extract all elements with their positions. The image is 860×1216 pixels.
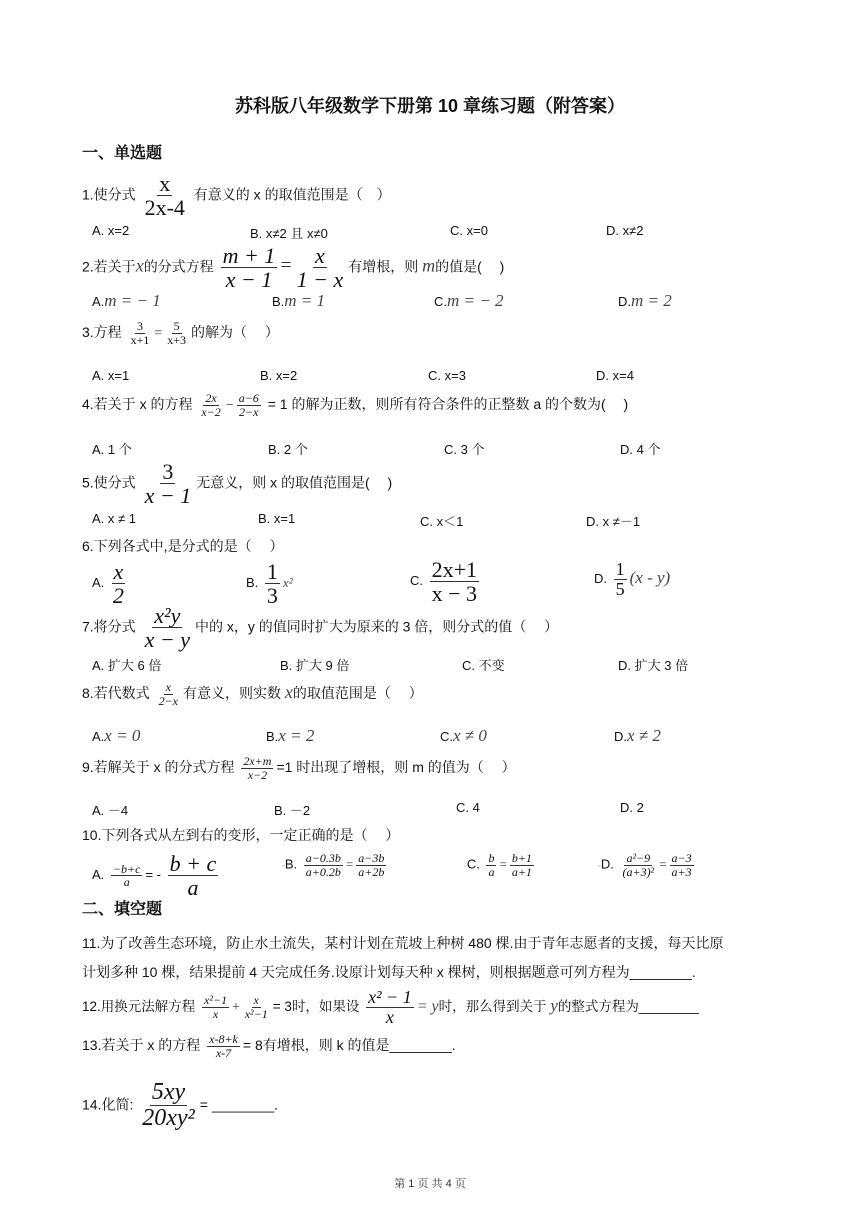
q8-option-d[interactable] — [614, 726, 661, 746]
option-label: D. — [594, 570, 607, 586]
numerator: x²−1 — [204, 993, 228, 1008]
fraction — [143, 460, 194, 507]
q7-option-d[interactable]: D. 扩大 3 倍 — [618, 658, 689, 673]
q10-option-c[interactable] — [464, 852, 537, 878]
option-math: x = 2 — [278, 726, 315, 745]
q8-option-c[interactable] — [440, 726, 487, 746]
q9-option-a[interactable]: A. －4 — [92, 803, 129, 818]
question-11-line-1: 11.为了改善生态环境，防止水土流失，某村计划在荒坡上种树 480 棵.由于青年志愿者的支援，每天比原 — [82, 935, 724, 951]
fraction — [221, 244, 278, 291]
denominator: x — [212, 1006, 219, 1021]
question-5-suffix: 无意义，则 x 的取值范围是( ) — [196, 474, 393, 491]
q3-option-d[interactable]: D. x=4 — [596, 368, 634, 383]
fraction — [620, 852, 656, 878]
equals-sign: = — [154, 325, 163, 341]
q3-option-b[interactable]: B. x=2 — [260, 368, 298, 383]
question-13 — [82, 1033, 456, 1059]
denominator: (a+3)² — [622, 864, 655, 879]
denominator: a+2b — [358, 864, 385, 879]
q7-option-b[interactable]: B. 扩大 9 倍 — [280, 658, 350, 673]
question-4-suffix: = 1 的解为正数，则所有符合条件的正整数 a 的个数为( ) — [267, 395, 629, 412]
q9-option-c[interactable]: C. 4 — [456, 800, 480, 815]
option-label: D. — [614, 729, 627, 744]
fraction — [157, 681, 180, 707]
option-label: B. — [246, 575, 259, 591]
question-7-prefix: 7.将分式 — [82, 618, 136, 635]
question-5 — [82, 460, 392, 507]
question-2-end: 的值是( ) — [435, 258, 505, 275]
numerator: a−3 — [671, 851, 692, 865]
fraction — [614, 560, 627, 599]
question-4 — [82, 392, 628, 418]
question-1-suffix: 有意义的 x 的取值范围是（ ） — [193, 186, 391, 203]
fraction — [207, 1033, 240, 1059]
bullet-dot: ◦ — [598, 861, 601, 871]
question-14-prefix: 14.化简: — [82, 1096, 134, 1113]
q4-option-d[interactable]: D. 4 个 — [620, 442, 661, 457]
fraction — [143, 604, 192, 651]
question-4-prefix: 4.若关于 x 的方程 — [82, 395, 193, 412]
numerator: x — [165, 680, 171, 694]
q8-option-a[interactable] — [92, 726, 140, 746]
q10-option-d[interactable] — [598, 852, 697, 878]
denominator: x²−1 — [244, 1006, 268, 1021]
fraction — [129, 320, 152, 346]
denominator: a — [187, 875, 199, 901]
numerator: b — [488, 851, 495, 865]
fraction — [165, 320, 188, 346]
section-heading-single-choice: 一、单选题 — [82, 145, 163, 162]
minus-sign: − — [225, 397, 234, 413]
q1-option-c[interactable]: C. x=0 — [450, 223, 488, 238]
denominator: 2−x — [158, 693, 179, 708]
variable: y — [550, 995, 558, 1015]
fraction — [111, 560, 126, 607]
question-9 — [82, 755, 516, 781]
numerator: 5 — [173, 319, 180, 333]
numerator: 2x+m — [243, 754, 272, 768]
fraction — [168, 852, 219, 899]
option-math: m = 1 — [284, 291, 326, 310]
question-2-mid: 的分式方程 — [143, 258, 214, 275]
denominator: x−2 — [247, 767, 268, 782]
question-9-prefix: 9.若解关于 x 的分式方程 — [82, 758, 235, 775]
question-8 — [82, 681, 423, 707]
q2-option-b[interactable] — [272, 291, 325, 311]
numerator: 3 — [162, 459, 174, 484]
denominator: x − y — [144, 627, 190, 653]
fraction — [237, 392, 261, 418]
fraction — [265, 560, 280, 607]
plus-sign: + — [232, 998, 240, 1014]
question-1 — [82, 172, 391, 219]
question-5-prefix: 5.使分式 — [82, 474, 136, 491]
q5-option-c[interactable]: C. x＜1 — [420, 514, 464, 529]
numerator: x²y — [154, 603, 181, 628]
q8-option-b[interactable] — [266, 726, 314, 746]
numerator: x — [315, 243, 325, 268]
equals-y: = y — [416, 997, 439, 1015]
equals-sign: = — [499, 856, 507, 872]
numerator: b+1 — [511, 851, 532, 865]
q4-option-b[interactable]: B. 2 个 — [268, 442, 308, 457]
document-title: 苏科版八年级数学下册第 10 章练习题（附答案） — [234, 96, 626, 116]
denominator: a — [123, 875, 130, 890]
question-11-line-2: 计划多种 10 棵，结果提前 4 天完成任务.设原计划每天种 x 棵树，则根据题意可列方程为________. — [82, 964, 696, 980]
q5-option-a[interactable]: A. x ≠ 1 — [92, 511, 136, 526]
question-8-end: 的取值范围是（ ） — [292, 684, 423, 701]
q7-option-c[interactable]: C. 不变 — [462, 658, 505, 673]
variable: m — [422, 255, 436, 276]
option-label: B. — [272, 294, 285, 309]
q4-option-c[interactable]: C. 3 个 — [444, 442, 485, 457]
numerator: 2x — [205, 391, 217, 405]
fraction — [295, 244, 346, 291]
numerator: 3 — [136, 319, 143, 333]
denominator: 1 − x — [296, 267, 344, 293]
question-13-suffix: = 8有增根，则 k 的值是________. — [242, 1036, 456, 1053]
fraction — [430, 558, 479, 605]
q2-option-d[interactable] — [618, 291, 672, 311]
fraction — [202, 994, 229, 1020]
fraction — [111, 863, 143, 889]
q2-option-c[interactable] — [434, 291, 503, 311]
q10-option-a[interactable] — [92, 852, 221, 899]
question-13-prefix: 13.若关于 x 的方程 — [82, 1036, 201, 1053]
equals-sign: = - — [145, 867, 161, 883]
q1-option-d[interactable]: D. x≠2 — [606, 223, 644, 238]
question-8-prefix: 8.若代数式 — [82, 684, 150, 701]
bullet-dot: ◦ — [464, 861, 467, 871]
fraction — [486, 852, 496, 878]
option-math: m = − 2 — [447, 291, 504, 310]
numerator: 1 — [615, 559, 625, 579]
denominator: x+3 — [167, 332, 187, 347]
numerator: 1 — [266, 559, 278, 584]
equals-sign: = — [659, 856, 667, 872]
option-label: B. — [284, 856, 298, 872]
denominator: a+1 — [511, 864, 532, 879]
denominator: 5 — [615, 578, 625, 599]
q9-option-d[interactable]: D. 2 — [620, 800, 644, 815]
q2-option-a[interactable] — [92, 291, 161, 311]
denominator: x − 1 — [144, 483, 192, 509]
question-12-suffix: 时，那么得到关于 — [438, 998, 547, 1014]
term: x² — [282, 575, 293, 591]
q6-option-d[interactable] — [594, 560, 670, 599]
denominator: 20xy² — [142, 1105, 195, 1132]
option-math: x = 0 — [104, 726, 141, 745]
denominator: x − 1 — [225, 267, 273, 293]
option-math: x ≠ 2 — [627, 726, 661, 745]
q1-option-a[interactable]: A. x=2 — [92, 223, 130, 238]
page-footer: 第 1 页 共 4 页 — [394, 1178, 466, 1190]
numerator: −b+c — [112, 861, 141, 876]
numerator: a²−9 — [626, 851, 651, 865]
question-14 — [82, 1080, 278, 1131]
q3-option-a[interactable]: A. x=1 — [92, 368, 130, 383]
denominator: x-7 — [215, 1045, 232, 1060]
option-label: D. — [600, 856, 614, 872]
option-label: A. — [92, 729, 105, 744]
question-12 — [82, 988, 699, 1027]
option-label: D. — [618, 294, 631, 309]
option-label: C. — [410, 573, 423, 589]
numerator: m + 1 — [222, 243, 276, 268]
numerator: x — [113, 559, 124, 584]
option-label: C. — [434, 294, 447, 309]
question-12-prefix: 12.用换元法解方程 — [82, 998, 196, 1014]
equals-sign: = — [345, 856, 354, 872]
q1-option-b[interactable]: B. x≠2 且 x≠0 — [250, 226, 328, 241]
denominator: a+0.2b — [305, 864, 341, 879]
question-9-suffix: =1 时出现了增根，则 m 的值为（ ） — [276, 758, 516, 775]
question-8-suffix: 有意义，则实数 — [183, 684, 282, 701]
numerator: x² − 1 — [368, 987, 412, 1007]
variable: x — [135, 255, 144, 276]
term: (x - y) — [629, 567, 671, 587]
question-12-end: 的整式方程为________ — [557, 998, 699, 1014]
fraction — [356, 852, 386, 878]
variable: x — [284, 681, 293, 702]
fraction — [304, 852, 343, 878]
fraction — [199, 392, 222, 418]
fraction — [510, 852, 534, 878]
q6-option-b[interactable] — [246, 560, 293, 607]
q5-option-b[interactable]: B. x=1 — [258, 511, 296, 526]
fraction — [366, 988, 414, 1027]
q9-option-b[interactable]: B. －2 — [274, 803, 311, 818]
question-2-prefix: 2.若关于 — [82, 258, 136, 275]
question-2-suffix: 有增根，则 — [348, 258, 419, 275]
section-heading-fill-blank: 二、填空题 — [82, 901, 163, 918]
bullet-dot: ◦ — [282, 861, 285, 871]
option-label: C. — [466, 856, 480, 872]
denominator: x+1 — [130, 332, 150, 347]
denominator: x−2 — [201, 404, 221, 419]
question-10: 10.下列各式从左到右的变形，一定正确的是（ ） — [82, 827, 400, 843]
option-math: m = − 1 — [104, 291, 161, 310]
numerator: x-8+k — [209, 1032, 238, 1046]
q10-option-b[interactable] — [282, 852, 389, 878]
q6-option-c[interactable] — [410, 558, 482, 605]
q4-option-a[interactable]: A. 1 个 — [92, 442, 132, 457]
numerator: b + c — [169, 851, 217, 876]
option-math: x ≠ 0 — [453, 726, 487, 745]
fraction — [143, 172, 187, 219]
option-label: A. — [92, 867, 105, 883]
option-label: A. — [92, 294, 105, 309]
question-1-prefix: 1.使分式 — [82, 186, 136, 203]
denominator: 3 — [266, 583, 278, 609]
numerator: 5xy — [151, 1079, 186, 1105]
question-6: 6.下列各式中,是分式的是（ ） — [82, 538, 284, 554]
fraction — [670, 852, 694, 878]
numerator: a−3b — [358, 851, 385, 865]
denominator: x − 3 — [431, 581, 478, 607]
option-label: C. — [440, 729, 453, 744]
question-3 — [82, 320, 279, 346]
q6-option-a[interactable] — [92, 560, 129, 607]
numerator: 2x+1 — [431, 557, 478, 582]
fraction — [243, 994, 270, 1020]
option-label: A. — [92, 575, 105, 591]
denominator: x — [385, 1006, 394, 1027]
q7-option-a[interactable]: A. 扩大 6 倍 — [92, 658, 162, 673]
question-12-mid: = 3时，如果设 — [272, 998, 360, 1014]
question-7 — [82, 604, 558, 651]
question-3-prefix: 3.方程 — [82, 323, 122, 340]
question-2 — [82, 244, 504, 291]
fraction — [140, 1080, 197, 1131]
denominator: 2 — [112, 583, 124, 609]
denominator: a+3 — [671, 864, 692, 879]
numerator: a−6 — [238, 391, 259, 405]
option-math: m = 2 — [631, 291, 672, 310]
question-3-suffix: 的解为（ ） — [191, 323, 279, 340]
denominator: 2x-4 — [144, 195, 185, 221]
fraction — [241, 755, 273, 781]
option-label: B. — [266, 729, 279, 744]
numerator: x — [253, 993, 259, 1008]
denominator: a — [488, 864, 495, 879]
numerator: x — [159, 171, 171, 196]
question-14-suffix: = ________. — [199, 1096, 278, 1113]
denominator: 2−x — [239, 404, 259, 419]
numerator: a−0.3b — [305, 851, 341, 865]
q5-option-d[interactable]: D. x ≠－1 — [586, 514, 641, 529]
q3-option-c[interactable]: C. x=3 — [428, 368, 466, 383]
question-7-suffix: 中的 x，y 的值同时扩大为原来的 3 倍，则分式的值（ ） — [194, 618, 559, 635]
equals-sign: = — [280, 254, 292, 277]
